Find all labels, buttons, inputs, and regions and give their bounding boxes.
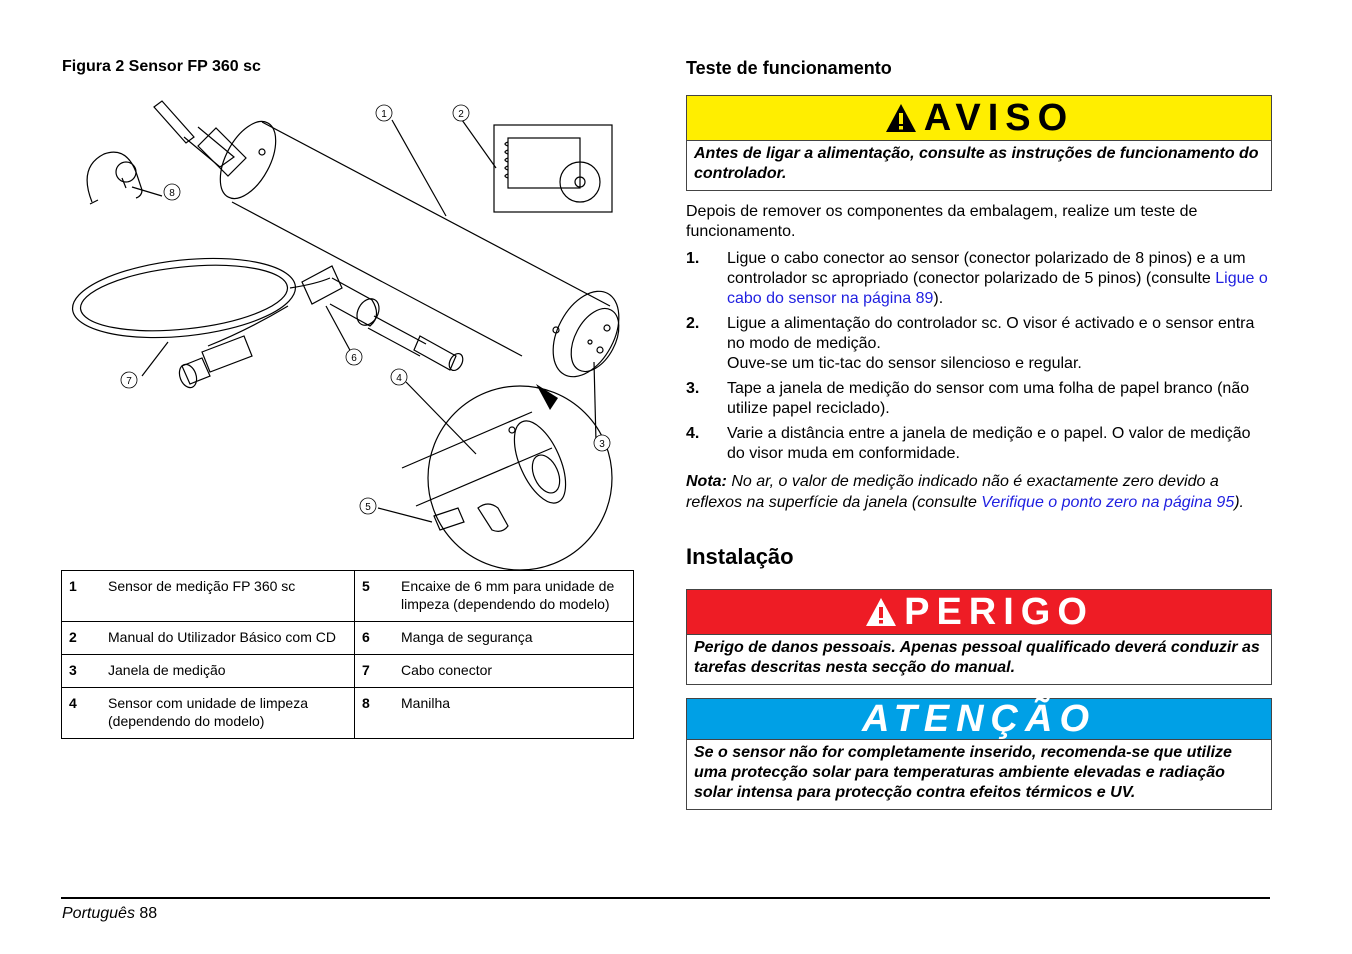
link-zero-point-page-95[interactable]: Verifique o ponto zero na página 95 [981, 494, 1235, 511]
danger-triangle-icon [864, 596, 898, 628]
footer-divider [61, 897, 1270, 899]
warning-box [686, 95, 1272, 191]
danger-label: PERIGO [904, 591, 1094, 633]
footer [62, 905, 157, 923]
caution-band [687, 699, 1271, 740]
figure-title: Figura 2 Sensor FP 360 sc [62, 58, 261, 75]
callout-6: 6 [351, 353, 357, 364]
caution-label: ATENÇÃO [861, 698, 1097, 740]
table-row: 4 Sensor com unidade de limpeza (dependendo do modelo) 8 Manilha [62, 688, 634, 739]
callout-5: 5 [365, 502, 371, 513]
list-item: 1. Ligue o cabo conector ao sensor (conector polarizado de 8 pinos) e a um controlador sc apropriado (conector polarizado de 5 pinos) (consulte Ligue o cabo do sensor na página 89). [686, 250, 1268, 307]
warning-triangle-icon [884, 102, 918, 134]
list-item: 2. Ligue a alimentação do controlador sc. O visor é activado e o sensor entra no modo de medição. Ouve-se um tic-tac do sensor silencioso e regular. [686, 315, 1255, 372]
shackle-drawing [87, 152, 142, 202]
danger-text: Perigo de danos pessoais. Apenas pessoal qualificado deverá conduzir as tarefas descritas nesta secção do manual. [694, 639, 1260, 676]
section-heading-test: Teste de funcionamento [686, 58, 892, 78]
link-cable-page-89[interactable]: Ligue o cabo do sensor na página 89 [727, 270, 1268, 307]
callout-8: 8 [169, 188, 175, 199]
note-paragraph: Nota: No ar, o valor de medição indicado não é exactamente zero devido a reflexos na superfície da janela (consulte Verifique o ponto zero na página 95). [686, 473, 1244, 511]
callout-3: 3 [599, 439, 605, 450]
table-row: 1 Sensor de medição FP 360 sc 5 Encaixe de 6 mm para unidade de limpeza (dependendo do modelo) [62, 571, 634, 622]
footer-language: Português [62, 905, 135, 922]
danger-box [686, 589, 1272, 685]
caution-text: Se o sensor não for completamente inserido, recomenda-se que utilize uma protecção solar para temperaturas ambiente elevadas e radiação solar intensa para protecção contra efeitos térmicos e UV. [694, 744, 1232, 801]
list-item: 4. Varie a distância entre a janela de medição e o papel. O valor de medição do visor muda em conformidade. [686, 425, 1251, 462]
warning-label: AVISO [923, 97, 1075, 139]
caution-box [686, 698, 1272, 810]
warning-band [687, 96, 1271, 141]
list-item: 3. Tape a janela de medição do sensor com uma folha de papel branco (não utilize papel reciclado). [686, 380, 1250, 417]
section-heading-install: Instalação [686, 544, 794, 569]
figure-legend-table [61, 570, 634, 739]
page-number: 88 [139, 905, 158, 922]
callout-2: 2 [458, 109, 464, 120]
table-row: 2 Manual do Utilizador Básico com CD 6 Manga de segurança [62, 622, 634, 655]
callout-4: 4 [396, 373, 402, 384]
callout-7: 7 [126, 376, 132, 387]
note-label: Nota: [686, 473, 727, 490]
sensor-figure [62, 92, 634, 570]
intro-paragraph: Depois de remover os componentes da embalagem, realize um teste de funcionamento. [686, 203, 1198, 240]
warning-text: Antes de ligar a alimentação, consulte as instruções de funcionamento do controlador. [694, 145, 1259, 182]
danger-band [687, 590, 1271, 635]
callout-1: 1 [381, 109, 387, 120]
test-steps-list [686, 249, 1272, 469]
table-row: 3 Janela de medição 7 Cabo conector [62, 655, 634, 688]
